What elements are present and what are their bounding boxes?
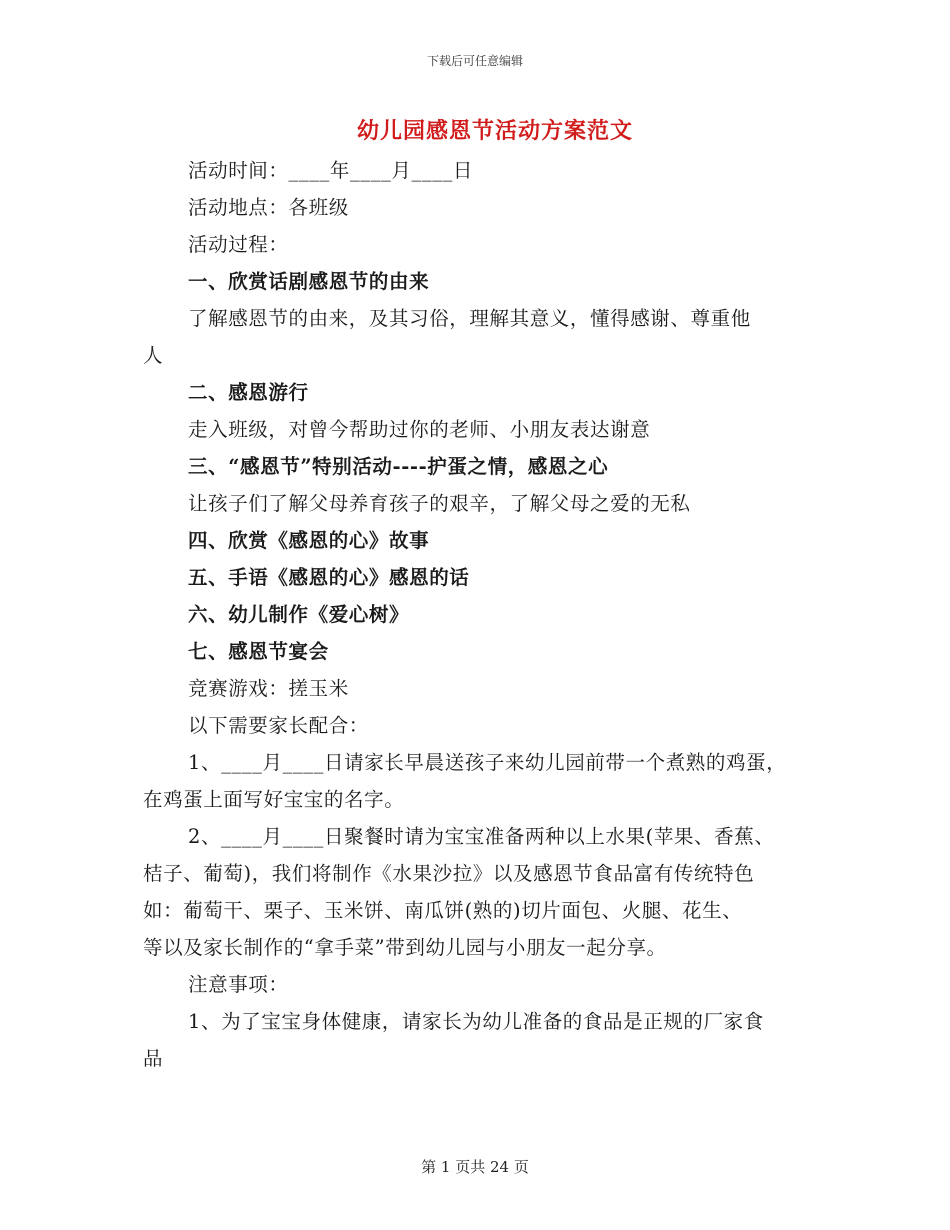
- body-line: 让孩子们了解父母养育孩子的艰辛，了解父母之爱的无私: [188, 492, 691, 515]
- body-line: 品: [143, 1047, 164, 1070]
- body-line: 活动过程：: [188, 233, 289, 256]
- body-line: 在鸡蛋上面写好宝宝的名字。: [143, 788, 405, 811]
- document-body: [143, 152, 823, 1077]
- section-heading: 一、欣赏话剧感恩节的由来: [188, 270, 430, 293]
- section-heading: 七、感恩节宴会: [188, 640, 329, 663]
- body-line: 走入班级，对曾今帮助过你的老师、小朋友表达谢意: [188, 418, 651, 441]
- body-line: 活动地点：各班级: [188, 196, 349, 219]
- page-footer: 第 1 页共 24 页: [421, 1158, 529, 1176]
- document-title: 幼儿园感恩节活动方案范文: [356, 118, 633, 144]
- body-line: 注意事项：: [188, 973, 289, 996]
- section-heading: 五、手语《感恩的心》感恩的话: [188, 566, 470, 589]
- body-line: 活动时间：____年____月____日: [188, 159, 473, 182]
- body-line: 1、____月____日请家长早晨送孩子来幼儿园前带一个煮熟的鸡蛋，: [188, 751, 787, 774]
- body-line: 等以及家长制作的“拿手菜”带到幼儿园与小朋友一起分享。: [143, 936, 667, 959]
- section-heading: 六、幼儿制作《爱心树》: [188, 603, 410, 626]
- section-heading: 三、“感恩节”特别活动----护蛋之情，感恩之心: [188, 455, 609, 478]
- body-line: 竞赛游戏：搓玉米: [188, 677, 349, 700]
- section-heading: 二、感恩游行: [188, 381, 309, 404]
- section-heading: 四、欣赏《感恩的心》故事: [188, 529, 430, 552]
- body-line: 桔子、葡萄)，我们将制作《水果沙拉》以及感恩节食品富有传统特色: [143, 862, 755, 885]
- body-line: 1、为了宝宝身体健康，请家长为幼儿准备的食品是正规的厂家食: [188, 1010, 764, 1033]
- body-line: 人: [143, 344, 164, 367]
- body-line: 如：葡萄干、栗子、玉米饼、南瓜饼(熟的)切片面包、火腿、花生、: [143, 899, 743, 922]
- body-line: 了解感恩节的由来，及其习俗，理解其意义，懂得感谢、尊重他: [188, 307, 751, 330]
- body-line: 2、____月____日聚餐时请为宝宝准备两种以上水果(苹果、香蕉、: [188, 825, 775, 848]
- body-line: 以下需要家长配合：: [188, 714, 369, 737]
- page-header: 下载后可任意编辑: [426, 54, 523, 68]
